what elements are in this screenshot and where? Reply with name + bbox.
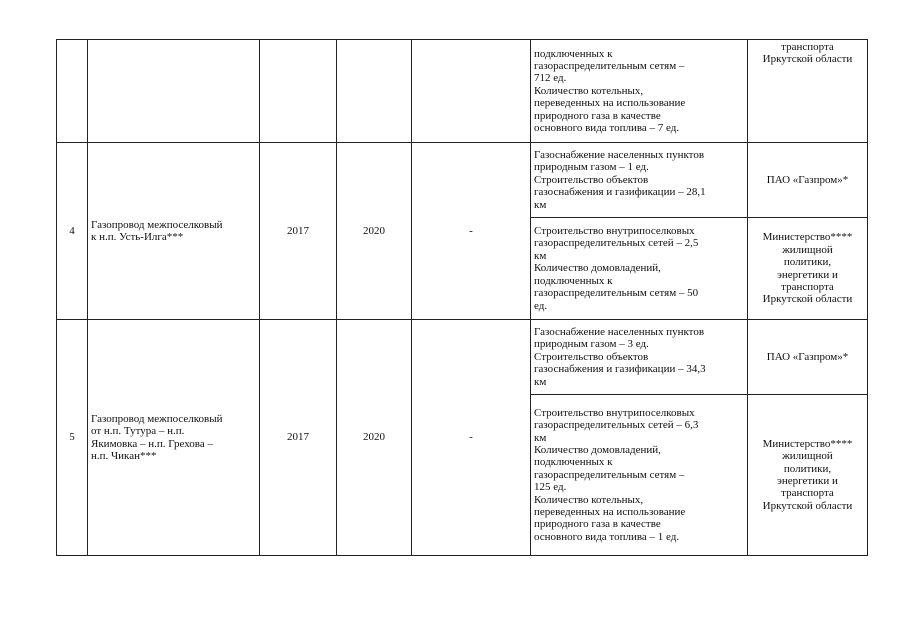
indicator-line: природного газа в качестве (534, 109, 661, 122)
executor-line: Министерство**** (762, 437, 853, 450)
indicator-line: подключенных к (534, 274, 613, 287)
indicator-line: км (534, 249, 547, 262)
table-row-5a (57, 320, 868, 395)
indicator-line: км (534, 198, 547, 211)
name-line: Газопровод межпоселковый (91, 218, 223, 231)
indicator-line: подключенных к (534, 47, 613, 60)
cell-end-year: 2020 (337, 143, 412, 320)
cell-dash: - (412, 320, 531, 556)
executor-line: политики, (783, 256, 832, 269)
indicator-line: ед. (534, 299, 548, 312)
indicator-line: природным газом – 3 ед. (534, 338, 649, 351)
indicator-line: природного газа в качестве (534, 518, 661, 531)
table-row-continued (57, 40, 868, 143)
cell-indicators (531, 40, 748, 143)
indicator-line: газоснабжения и газификации – 28,1 (534, 186, 706, 199)
cell-indicators (531, 395, 748, 556)
executor-line: энергетики и (777, 268, 838, 281)
executor-line: Иркутской области (762, 53, 853, 66)
indicator-line: Газоснабжение населенных пунктов (534, 148, 705, 161)
indicator-line: подключенных к (534, 456, 613, 469)
indicator-line: Газоснабжение населенных пунктов (534, 325, 705, 338)
executor-line: транспорта (781, 41, 834, 53)
name-line: Газопровод межпоселковый (91, 412, 223, 425)
cell-end-empty (337, 40, 412, 143)
executor-line: Иркутской области (762, 293, 853, 306)
name-line: н.п. Чикан*** (91, 449, 157, 462)
cell-executor (748, 218, 868, 320)
cell-dash-empty (412, 40, 531, 143)
executor-line: Иркутской области (762, 499, 853, 512)
executor-line: жилищной (782, 243, 833, 256)
cell-start-empty (260, 40, 337, 143)
indicator-line: Строительство внутрипоселковых (534, 225, 695, 238)
cell-dash: - (412, 143, 531, 320)
cell-end-year: 2020 (337, 320, 412, 556)
indicator-line: Количество котельных, (534, 84, 644, 97)
indicator-line: Количество домовладений, (534, 262, 661, 275)
cell-name-empty (88, 40, 260, 143)
indicator-line: основного вида топлива – 1 ед. (534, 530, 680, 543)
name-line: от н.п. Тутура – н.п. (91, 425, 185, 438)
indicator-line: 712 ед. (534, 72, 567, 85)
indicator-line: природным газом – 1 ед. (534, 161, 649, 174)
indicator-line: газоснабжения и газификации – 34,3 (534, 363, 706, 376)
indicator-line: газораспределительным сетям – (534, 59, 685, 72)
indicator-line: переведенных на использование (534, 97, 686, 110)
cell-executor (748, 395, 868, 556)
indicator-line: км (534, 375, 547, 388)
executor-line: политики, (783, 462, 832, 475)
cell-num: 5 (57, 320, 88, 556)
indicator-line: газораспределительных сетей – 6,3 (534, 419, 699, 432)
indicator-line: Строительство внутрипоселковых (534, 406, 695, 419)
indicator-line: Количество домовладений, (534, 443, 661, 456)
indicator-line: Строительство объектов (534, 173, 649, 186)
indicator-line: Строительство объектов (534, 350, 649, 363)
cell-name (88, 320, 260, 556)
cell-executor (748, 320, 868, 395)
indicator-line: 125 ед. (534, 481, 567, 494)
indicator-line: газораспределительным сетям – 50 (534, 287, 699, 300)
executor-line: энергетики и (777, 475, 838, 487)
cell-executor (748, 40, 868, 143)
indicator-line: основного вида топлива – 7 ед. (534, 122, 680, 135)
cell-executor (748, 143, 868, 218)
cell-name (88, 143, 260, 320)
cell-indicators (531, 143, 748, 218)
cell-indicators (531, 320, 748, 395)
executor-line: ПАО «Газпром»* (766, 173, 849, 186)
name-line: Якимовка – н.п. Грехова – (91, 437, 213, 450)
name-line: к н.п. Усть-Илга*** (91, 231, 184, 243)
executor-line: транспорта (781, 487, 834, 500)
cell-start-year: 2017 (260, 320, 337, 556)
cell-num: 4 (57, 143, 88, 320)
cell-indicators (531, 218, 748, 320)
executor-line: транспорта (781, 280, 834, 293)
executor-line: Министерство**** (762, 231, 853, 244)
cell-num-empty (57, 40, 88, 143)
indicator-line: газораспределительных сетей – 2,5 (534, 237, 699, 250)
table-row-4a (57, 143, 868, 218)
executor-line: жилищной (782, 450, 833, 463)
indicator-line: Количество котельных, (534, 493, 644, 506)
executor-line: ПАО «Газпром»* (766, 350, 849, 363)
cell-start-year: 2017 (260, 143, 337, 320)
indicator-line: км (534, 431, 547, 444)
indicator-line: газораспределительным сетям – (534, 468, 685, 481)
indicator-line: переведенных на использование (534, 506, 686, 519)
program-table (56, 39, 868, 556)
